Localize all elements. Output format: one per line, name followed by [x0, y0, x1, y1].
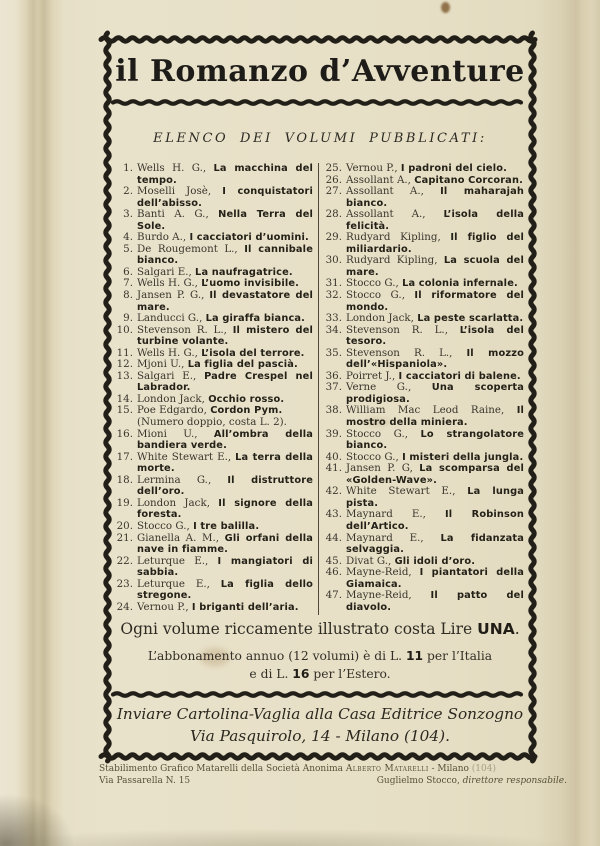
list-item	[116, 452, 313, 475]
price-line	[113, 620, 527, 638]
item-author: London Jack,	[346, 312, 418, 325]
item-number: 32.	[325, 289, 342, 302]
list-item	[116, 371, 313, 394]
item-author: Stocco G.,	[346, 277, 403, 290]
item-title: I tre balilla.	[193, 520, 260, 532]
list-item	[116, 533, 313, 556]
item-author: Assollant A.,	[346, 185, 441, 198]
list-item	[325, 405, 524, 428]
item-number: 28.	[325, 208, 342, 221]
item-number: 17.	[116, 450, 133, 463]
item-title: Il mistero del turbine volante.	[137, 324, 313, 348]
item-author: Leturque E.,	[137, 577, 221, 590]
item-number: 13.	[116, 369, 133, 382]
item-title: Il devastatore del mare.	[137, 290, 313, 313]
subscription-text: per l’Estero.	[309, 667, 391, 681]
subscription-text: L’abbonamento annuo (12 volumi) è di L.	[147, 649, 406, 663]
item-number: 45.	[325, 554, 342, 567]
item-author: De Rougemont L.,	[137, 242, 245, 255]
imprint-printer-name: Alberto Matarelli	[345, 764, 429, 774]
imprint-postal-code: (104)	[471, 764, 496, 774]
item-number: 42.	[325, 485, 342, 498]
item-title: I mangiatori di sabbia.	[137, 555, 313, 579]
item-author: Salgari E.,	[137, 369, 205, 382]
item-number: 46.	[325, 566, 342, 579]
list-item	[116, 405, 313, 428]
list-column-2	[318, 163, 524, 615]
item-author: Salgari E.,	[137, 265, 196, 278]
item-number: 35.	[325, 346, 342, 359]
item-number: 41.	[325, 462, 342, 475]
imprint-director	[377, 775, 567, 787]
item-number: 5.	[123, 242, 133, 255]
item-title: All’ombra della bandiera verde.	[137, 428, 313, 452]
price-text: Ogni volume riccamente illustrato costa Lire	[120, 620, 478, 638]
item-title: L’isola della felicità.	[346, 209, 524, 232]
item-author: Poe Edgardo,	[137, 404, 211, 417]
frame-border-right	[526, 33, 539, 763]
item-number: 18.	[116, 473, 133, 486]
subscription-price-abroad: 16	[292, 667, 310, 681]
item-title: La fidanzata selvaggia.	[346, 532, 524, 556]
list-item	[116, 429, 313, 452]
item-author: Gianella A. M.,	[137, 531, 225, 544]
item-title: Cordon Pym.	[210, 405, 283, 417]
item-title: I misteri della jungla.	[402, 451, 524, 463]
item-title: La giraffa bianca.	[205, 313, 306, 325]
item-author: Jansen P. G,	[346, 462, 420, 475]
item-number: 43.	[325, 508, 342, 521]
item-title: Il cannibale bianco.	[137, 243, 313, 267]
item-title: La naufragatrice.	[195, 266, 293, 278]
item-author: Assollant A.,	[346, 208, 444, 221]
item-title: La scuola del mare.	[346, 255, 524, 278]
item-title: La lunga pista.	[346, 486, 524, 509]
item-number: 1.	[123, 163, 133, 174]
item-number: 19.	[116, 496, 133, 509]
subscription-text: per l’Italia	[423, 649, 493, 663]
item-number: 6.	[123, 265, 133, 278]
item-number: 38.	[325, 404, 342, 417]
list-item	[325, 533, 524, 556]
item-number: 23.	[116, 577, 133, 590]
item-number: 40.	[325, 450, 342, 463]
mailing-line-1: Inviare Cartolina-Vaglia alla Casa Editrice Sonzogno	[116, 705, 524, 723]
item-title: Capitano Corcoran.	[414, 174, 523, 186]
imprint-street: Via Passarella N. 15	[99, 776, 191, 786]
item-number: 14.	[116, 392, 133, 405]
item-author: Stocco G.,	[346, 427, 421, 440]
item-title: I cacciatori di balene.	[398, 370, 521, 382]
item-number: 10.	[116, 323, 133, 336]
item-number: 9.	[123, 312, 133, 325]
list-item	[325, 429, 524, 452]
subscription-text: e di L.	[249, 667, 293, 681]
item-number: 21.	[116, 531, 133, 544]
item-title: Il signore della foresta.	[137, 497, 313, 521]
list-item	[116, 579, 313, 602]
item-title: Il riformatore del mondo.	[346, 290, 524, 313]
item-number: 11.	[116, 346, 133, 359]
item-number: 39.	[325, 427, 342, 440]
item-author: Maynard E.,	[346, 508, 445, 521]
list-item	[116, 475, 313, 498]
item-number: 20.	[116, 519, 133, 532]
item-author: Verne G.,	[346, 381, 432, 394]
item-number: 16.	[116, 427, 133, 440]
item-author: Rudyard Kipling,	[346, 231, 451, 244]
item-title: La macchina del tempo.	[137, 163, 313, 186]
item-number: 8.	[123, 289, 133, 302]
list-column-1	[116, 163, 318, 615]
item-number: 30.	[325, 254, 342, 267]
item-author: Wells H. G.,	[137, 277, 202, 290]
item-author: Stocco G.,	[346, 289, 415, 302]
item-title: Il distruttore dell’oro.	[137, 474, 313, 498]
list-item	[116, 556, 313, 579]
item-number: 3.	[123, 208, 133, 221]
item-title: La terra della morte.	[137, 451, 313, 475]
item-author: Wells H. G.,	[137, 346, 202, 359]
list-item	[325, 255, 524, 278]
printer-imprint	[99, 763, 567, 787]
list-item	[325, 463, 524, 486]
item-author: Lermina G.,	[137, 473, 228, 486]
list-item	[116, 186, 313, 209]
list-item	[325, 232, 524, 255]
item-author: Wells H. G.,	[137, 163, 214, 174]
list-item	[116, 163, 313, 186]
subscription-price-italy: 11	[405, 649, 424, 663]
item-author: Stocco G.,	[346, 450, 403, 463]
item-title: Padre Crespel nel Labrador.	[137, 370, 313, 394]
list-item	[325, 509, 524, 532]
list-item	[325, 290, 524, 313]
list-item	[325, 209, 524, 232]
imprint-text: Stabilimento Grafico Matarelli della Società Anonima	[99, 764, 346, 774]
item-title: La figlia dello stregone.	[137, 578, 313, 602]
item-title: L’uomo invisibile.	[201, 278, 300, 290]
mailing-divider	[113, 689, 527, 700]
item-author: Jansen P. G.,	[137, 289, 210, 302]
item-title: La colonia infernale.	[402, 278, 518, 290]
list-item	[116, 290, 313, 313]
item-title: Il mozzo dell’«Hispaniola».	[346, 347, 524, 371]
item-title: Il mostro della miniera.	[346, 405, 524, 429]
item-author: Stevenson R. L.,	[346, 323, 460, 336]
list-item	[325, 590, 524, 613]
item-author: Divat G.,	[346, 554, 395, 567]
item-number: 34.	[325, 323, 342, 336]
item-number: 25.	[325, 163, 342, 174]
item-number: 47.	[325, 589, 342, 602]
item-title: I piantatori della Giamaica.	[346, 567, 524, 590]
item-title: La peste scarlatta.	[417, 313, 524, 325]
imprint-line-1	[99, 763, 567, 775]
item-author: Stevenson R. L.,	[137, 323, 233, 336]
list-item	[325, 486, 524, 509]
item-author: Assollant A.,	[346, 173, 415, 186]
item-author: Mayne-Reid,	[346, 589, 431, 602]
item-number: 15.	[116, 404, 133, 417]
item-author: Mioni U.,	[137, 427, 214, 440]
list-item	[325, 382, 524, 405]
item-title: I cacciatori d’uomini.	[189, 232, 309, 244]
item-title: Il Robinson dell’Artico.	[346, 509, 524, 532]
item-author: White Stewart E.,	[137, 450, 236, 463]
list-item	[116, 209, 313, 232]
page-title: il Romanzo d’Avventure	[115, 54, 525, 89]
item-title: La scomparsa del «Golden-Wave».	[346, 463, 524, 486]
item-author: Vernou P.,	[137, 600, 192, 613]
item-author: Maynard E.,	[346, 531, 441, 544]
item-author: Stevenson R. L.,	[346, 346, 467, 359]
item-title: L’isola del tesoro.	[346, 324, 524, 348]
item-number: 2.	[123, 185, 133, 198]
imprint-text: - Milano	[428, 764, 472, 774]
mailing-address: Via Pasquirolo, 14 - Milano (104).	[190, 727, 450, 745]
list-item	[325, 325, 524, 348]
price-amount: UNA	[477, 620, 515, 638]
item-author: Moselli Josè,	[137, 185, 223, 198]
item-note: (Numero doppio, costa L. 2).	[137, 416, 287, 429]
subscription-line-2	[113, 667, 527, 681]
item-title: Il patto del diavolo.	[346, 590, 524, 613]
item-number: 4.	[123, 231, 133, 244]
item-author: Mjoni U.,	[137, 358, 188, 371]
item-author: Vernou P.,	[346, 163, 401, 174]
frame-border-top	[101, 33, 539, 46]
item-title: La figlia del pascià.	[187, 359, 298, 371]
list-item	[325, 567, 524, 590]
list-item	[116, 325, 313, 348]
item-title: L’isola del terrore.	[201, 347, 305, 359]
imprint-line-2	[99, 775, 567, 787]
item-number: 44.	[325, 531, 342, 544]
item-number: 37.	[325, 381, 342, 394]
subscription-line-1	[113, 649, 527, 663]
item-title: Nella Terra del Sole.	[137, 209, 314, 232]
list-item	[325, 348, 524, 371]
item-title: Il maharajah bianco.	[346, 186, 524, 209]
item-author: Landucci G.,	[137, 312, 206, 325]
item-author: Banti A. G.,	[137, 208, 219, 221]
item-author: Burdo A.,	[137, 231, 190, 244]
item-number: 26.	[325, 173, 342, 186]
item-author: Leturque E.,	[137, 554, 218, 567]
item-author: Poirret J.,	[346, 369, 399, 382]
item-title: Occhio rosso.	[208, 393, 285, 405]
item-author: London Jack,	[137, 496, 219, 509]
item-author: Stocco G.,	[137, 519, 194, 532]
item-number: 31.	[325, 277, 342, 290]
item-title: I conquistatori dell’abisso.	[137, 186, 313, 209]
item-title: I briganti dell’aria.	[191, 601, 299, 613]
item-number: 36.	[325, 369, 342, 382]
imprint-director-role: direttore responsabile.	[462, 776, 567, 786]
item-number: 33.	[325, 312, 342, 325]
item-number: 22.	[116, 554, 133, 567]
title-divider	[113, 97, 527, 108]
item-number: 24.	[116, 600, 133, 613]
item-title: Una scoperta prodigiosa.	[346, 382, 524, 405]
price-period: .	[514, 620, 520, 638]
list-item	[116, 498, 313, 521]
item-author: Mayne-Reid,	[346, 566, 420, 579]
item-title: I padroni del cielo.	[400, 163, 507, 174]
item-number: 29.	[325, 231, 342, 244]
item-title: Lo strangolatore bianco.	[346, 428, 524, 452]
item-author: William Mac Leod Raine,	[346, 404, 517, 417]
item-author: White Stewart E.,	[346, 485, 468, 498]
item-author: London Jack,	[137, 392, 209, 405]
item-number: 7.	[123, 277, 133, 290]
item-number: 27.	[325, 185, 342, 198]
list-heading: ELENCO DEI VOLUMI PUBBLICATI:	[153, 131, 487, 146]
list-item	[116, 602, 313, 614]
list-item	[325, 186, 524, 209]
item-title: Gli idoli d’oro.	[394, 555, 476, 567]
volume-list	[116, 163, 524, 615]
imprint-director-name: Guglielmo Stocco,	[376, 776, 463, 786]
paper-stain	[441, 2, 450, 13]
item-author: Rudyard Kipling,	[346, 254, 444, 267]
frame-border-bottom	[101, 750, 539, 763]
item-title: Gli orfani della nave in fiamme.	[137, 532, 313, 556]
item-number: 12.	[116, 358, 133, 371]
list-item	[116, 244, 313, 267]
item-title: Il figlio del miliardario.	[346, 232, 524, 255]
